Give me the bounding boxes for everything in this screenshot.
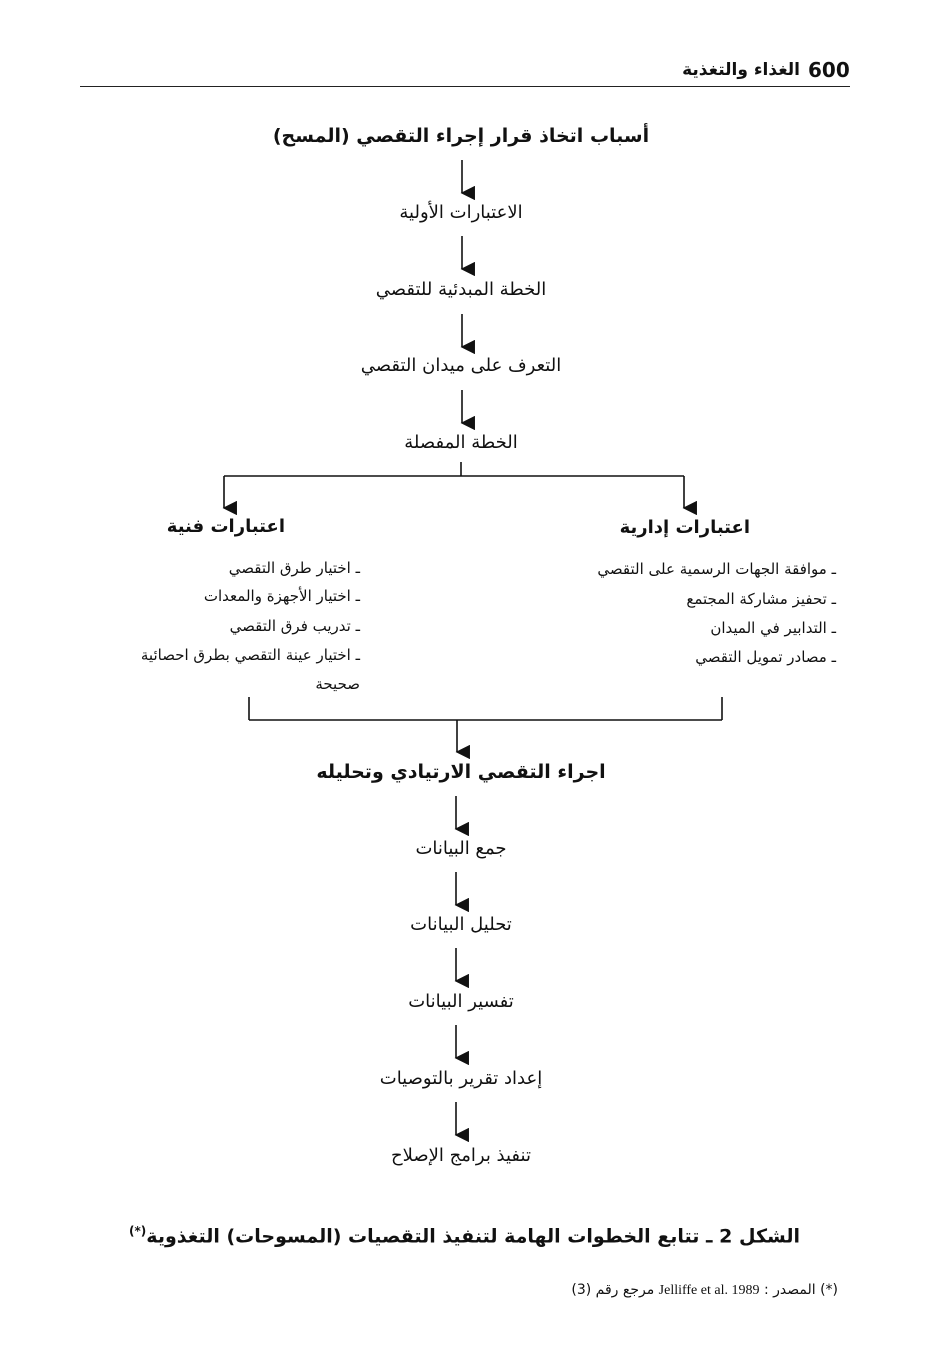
step-detailed-plan: الخطة المفصلة: [404, 432, 518, 453]
technical-item: ـ اختيار عينة التقصي بطرق احصائية: [140, 646, 360, 664]
admin-item: ـ مصادر تمويل التقصي: [695, 648, 836, 666]
caption-marker: (*): [129, 1224, 147, 1238]
step-report: إعداد تقرير بالتوصيات: [379, 1068, 543, 1089]
admin-item: ـ تحفيز مشاركة المجتمع: [686, 590, 836, 608]
caption-text: الشكل 2 ـ تتابع الخطوات الهامة لتنفيذ التقصيات (المسوحات) التغذوية: [146, 1225, 800, 1248]
technical-item: ـ اختيار الأجهزة والمعدات: [203, 587, 360, 605]
technical-item: ـ اختيار طرق التقصي: [228, 559, 360, 577]
technical-item: ـ تدريب فرق التقصي: [229, 617, 360, 635]
page-number: 600: [808, 58, 850, 82]
step-preliminary-plan: الخطة المبدئية للتقصي: [375, 279, 547, 300]
step-pilot-survey: اجراء التقصي الارتيادي وتحليله: [316, 761, 606, 783]
branch-administrative-title: اعتبارات إدارية: [619, 517, 750, 538]
book-title: الغذاء والتغذية: [682, 60, 800, 80]
step-reasons: أسباب اتخاذ قرار إجراء التقصي (المسح): [272, 125, 650, 147]
step-data-collection: جمع البيانات: [415, 838, 507, 859]
admin-item: ـ التدابير في الميدان: [710, 619, 836, 637]
step-data-interpretation: تفسير البيانات: [408, 991, 514, 1012]
step-field-survey: التعرف على ميدان التقصي: [360, 355, 562, 376]
footnote-reference: مرجع رقم (3): [571, 1282, 655, 1298]
footnote: [300, 1282, 838, 1299]
admin-item: ـ موافقة الجهات الرسمية على التقصي: [597, 560, 836, 578]
technical-item-continuation: صحيحة: [315, 675, 360, 693]
footnote-label: المصدر :: [763, 1282, 816, 1298]
step-initial-considerations: الاعتبارات الأولية: [399, 202, 523, 223]
branch-technical-title: اعتبارات فنية: [166, 516, 285, 537]
figure-caption: [100, 1224, 800, 1247]
step-implementation: تنفيذ برامج الإصلاح: [391, 1145, 531, 1166]
step-data-analysis: تحليل البيانات: [410, 914, 512, 935]
footnote-source: Jelliffe et al. 1989: [658, 1283, 760, 1298]
footnote-marker: (*): [820, 1282, 838, 1298]
